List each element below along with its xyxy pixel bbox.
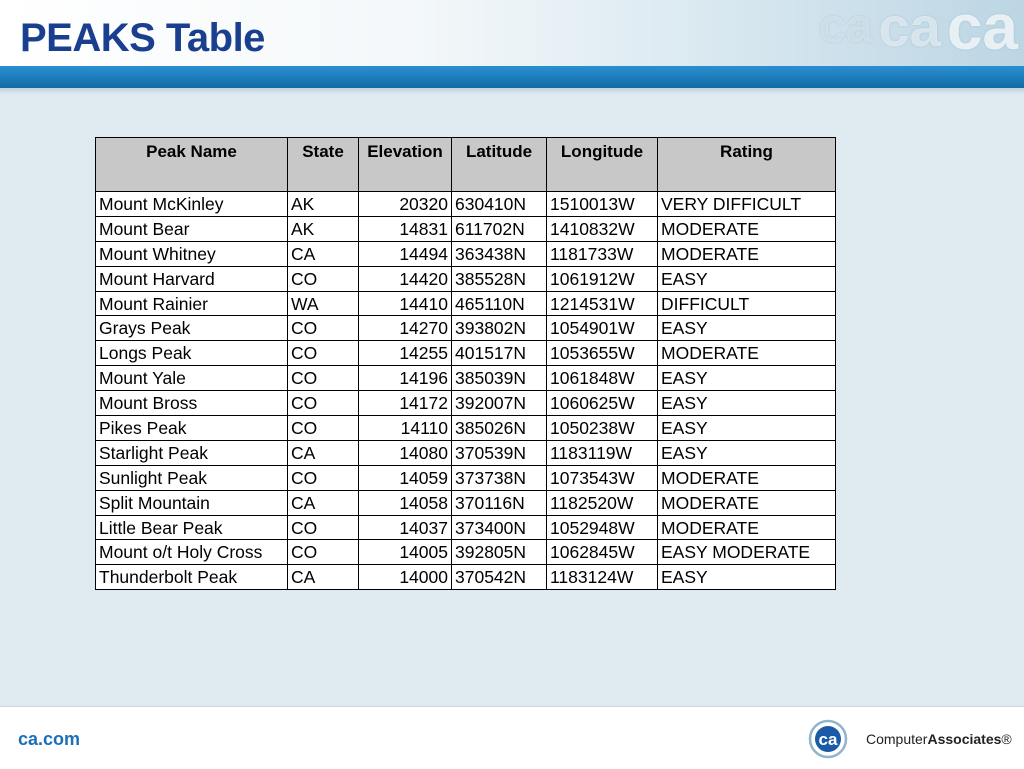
cell-peak-name: Mount Whitney [96, 241, 288, 266]
cell-latitude: 370542N [452, 565, 547, 590]
header-stripe [0, 66, 1024, 88]
cell-latitude: 465110N [452, 291, 547, 316]
cell-elevation: 14110 [359, 416, 452, 441]
table-row [96, 440, 836, 465]
table-row [96, 192, 836, 217]
cell-elevation: 14494 [359, 241, 452, 266]
column-header-state: State [288, 138, 359, 192]
cell-latitude: 611702N [452, 216, 547, 241]
computer-associates-logo [808, 719, 1012, 759]
cell-state: CO [288, 391, 359, 416]
cell-rating: EASY [658, 266, 836, 291]
cell-peak-name: Mount Yale [96, 366, 288, 391]
cell-latitude: 363438N [452, 241, 547, 266]
table-row [96, 515, 836, 540]
cell-latitude: 385528N [452, 266, 547, 291]
cell-rating: EASY [658, 316, 836, 341]
cell-rating: EASY [658, 565, 836, 590]
cell-rating: MODERATE [658, 465, 836, 490]
cell-rating: EASY [658, 366, 836, 391]
table-row [96, 241, 836, 266]
table-row [96, 366, 836, 391]
cell-state: CO [288, 540, 359, 565]
cell-longitude: 1050238W [547, 416, 658, 441]
cell-peak-name: Starlight Peak [96, 440, 288, 465]
stripe-shadow [0, 88, 1024, 94]
column-header-elevation: Elevation [359, 138, 452, 192]
cell-elevation: 14420 [359, 266, 452, 291]
cell-longitude: 1061912W [547, 266, 658, 291]
page-title: PEAKS Table [20, 16, 265, 60]
cell-elevation: 14255 [359, 341, 452, 366]
cell-state: AK [288, 216, 359, 241]
cell-state: CA [288, 565, 359, 590]
table-row [96, 465, 836, 490]
column-header-peak-name: Peak Name [96, 138, 288, 192]
cell-rating: VERY DIFFICULT [658, 192, 836, 217]
cell-latitude: 385026N [452, 416, 547, 441]
cell-rating: MODERATE [658, 490, 836, 515]
cell-latitude: 392805N [452, 540, 547, 565]
cell-longitude: 1183119W [547, 440, 658, 465]
table-row [96, 540, 836, 565]
cell-elevation: 14080 [359, 440, 452, 465]
slide-header [0, 0, 1024, 66]
cell-state: CO [288, 341, 359, 366]
cell-longitude: 1181733W [547, 241, 658, 266]
cell-peak-name: Mount Bross [96, 391, 288, 416]
table-row [96, 416, 836, 441]
cell-longitude: 1054901W [547, 316, 658, 341]
ca-badge-icon [808, 719, 852, 759]
cell-state: WA [288, 291, 359, 316]
table-row [96, 216, 836, 241]
cell-latitude: 370539N [452, 440, 547, 465]
cell-longitude: 1052948W [547, 515, 658, 540]
cell-rating: EASY [658, 391, 836, 416]
cell-state: CO [288, 465, 359, 490]
cell-latitude: 370116N [452, 490, 547, 515]
cell-peak-name: Longs Peak [96, 341, 288, 366]
cell-longitude: 1410832W [547, 216, 658, 241]
cell-state: CO [288, 515, 359, 540]
cell-longitude: 1053655W [547, 341, 658, 366]
cell-elevation: 14410 [359, 291, 452, 316]
cell-state: CO [288, 316, 359, 341]
ca-logo-watermark: ca ca ca [819, 0, 1018, 63]
table-row [96, 266, 836, 291]
table-header-row [96, 138, 836, 192]
cell-peak-name: Pikes Peak [96, 416, 288, 441]
cell-state: CA [288, 241, 359, 266]
cell-elevation: 14059 [359, 465, 452, 490]
cell-peak-name: Mount McKinley [96, 192, 288, 217]
cell-elevation: 14000 [359, 565, 452, 590]
cell-state: CA [288, 440, 359, 465]
cell-longitude: 1062845W [547, 540, 658, 565]
cell-longitude: 1183124W [547, 565, 658, 590]
cell-rating: EASY [658, 440, 836, 465]
cell-elevation: 14172 [359, 391, 452, 416]
table-row [96, 316, 836, 341]
cell-state: CO [288, 366, 359, 391]
cell-longitude: 1061848W [547, 366, 658, 391]
cell-longitude: 1510013W [547, 192, 658, 217]
column-header-longitude: Longitude [547, 138, 658, 192]
cell-peak-name: Mount o/t Holy Cross [96, 540, 288, 565]
cell-rating: MODERATE [658, 216, 836, 241]
cell-latitude: 630410N [452, 192, 547, 217]
cell-rating: EASY [658, 416, 836, 441]
cell-rating: EASY MODERATE [658, 540, 836, 565]
cell-longitude: 1214531W [547, 291, 658, 316]
cell-peak-name: Grays Peak [96, 316, 288, 341]
cell-peak-name: Thunderbolt Peak [96, 565, 288, 590]
cell-latitude: 392007N [452, 391, 547, 416]
cell-rating: DIFFICULT [658, 291, 836, 316]
cell-peak-name: Mount Bear [96, 216, 288, 241]
table-row [96, 490, 836, 515]
cell-elevation: 14058 [359, 490, 452, 515]
cell-rating: MODERATE [658, 241, 836, 266]
table-body [96, 192, 836, 590]
table-row [96, 391, 836, 416]
slide-footer [0, 706, 1024, 769]
cell-elevation: 14005 [359, 540, 452, 565]
cell-state: CA [288, 490, 359, 515]
footer-url-link[interactable]: ca.com [18, 729, 81, 749]
cell-latitude: 385039N [452, 366, 547, 391]
cell-longitude: 1073543W [547, 465, 658, 490]
column-header-rating: Rating [658, 138, 836, 192]
column-header-latitude: Latitude [452, 138, 547, 192]
cell-elevation: 20320 [359, 192, 452, 217]
cell-peak-name: Mount Rainier [96, 291, 288, 316]
cell-elevation: 14037 [359, 515, 452, 540]
cell-peak-name: Split Mountain [96, 490, 288, 515]
cell-rating: MODERATE [658, 341, 836, 366]
cell-peak-name: Little Bear Peak [96, 515, 288, 540]
cell-peak-name: Mount Harvard [96, 266, 288, 291]
table-row [96, 291, 836, 316]
cell-elevation: 14196 [359, 366, 452, 391]
cell-longitude: 1182520W [547, 490, 658, 515]
cell-latitude: 373738N [452, 465, 547, 490]
cell-state: CO [288, 416, 359, 441]
brand-name: ComputerAssociates® [866, 731, 1012, 747]
cell-longitude: 1060625W [547, 391, 658, 416]
cell-rating: MODERATE [658, 515, 836, 540]
cell-state: CO [288, 266, 359, 291]
svg-text:ca: ca [818, 730, 838, 749]
table-row [96, 341, 836, 366]
cell-state: AK [288, 192, 359, 217]
cell-latitude: 393802N [452, 316, 547, 341]
peaks-table [95, 137, 836, 590]
cell-elevation: 14831 [359, 216, 452, 241]
table-row [96, 565, 836, 590]
cell-latitude: 373400N [452, 515, 547, 540]
cell-elevation: 14270 [359, 316, 452, 341]
cell-latitude: 401517N [452, 341, 547, 366]
cell-peak-name: Sunlight Peak [96, 465, 288, 490]
